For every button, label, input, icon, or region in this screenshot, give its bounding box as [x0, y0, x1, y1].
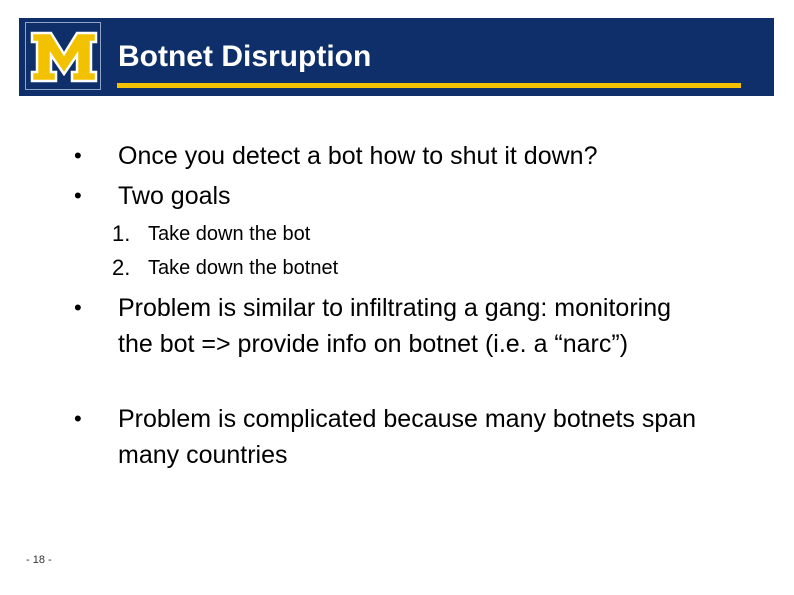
bullet-text: Two goals [118, 182, 231, 210]
bullet-marker: • [74, 406, 82, 431]
block-m-logo-icon [29, 30, 99, 84]
title-underline [117, 83, 741, 88]
sub-item-number: 1. [112, 221, 131, 246]
sub-item-number: 2. [112, 255, 131, 280]
university-logo [25, 22, 101, 90]
sub-item-text: Take down the bot [148, 223, 311, 245]
bullet-text: Problem is similar to infiltrating a gang: monitoring the bot => provide info on botnet (i.e. a “narc”) [118, 294, 672, 358]
slide-title: Botnet Disruption [118, 40, 372, 73]
bullet-marker: • [74, 295, 82, 320]
bullet-marker: • [74, 143, 82, 168]
bullet-text: Once you detect a bot how to shut it down? [118, 142, 598, 170]
page-number: - 18 - [26, 554, 52, 566]
bullet-text: Problem is complicated because many botnets span many countries [118, 405, 697, 469]
title-bar [19, 18, 774, 96]
sub-item-text: Take down the botnet [148, 257, 339, 279]
bullet-marker: • [74, 183, 82, 208]
